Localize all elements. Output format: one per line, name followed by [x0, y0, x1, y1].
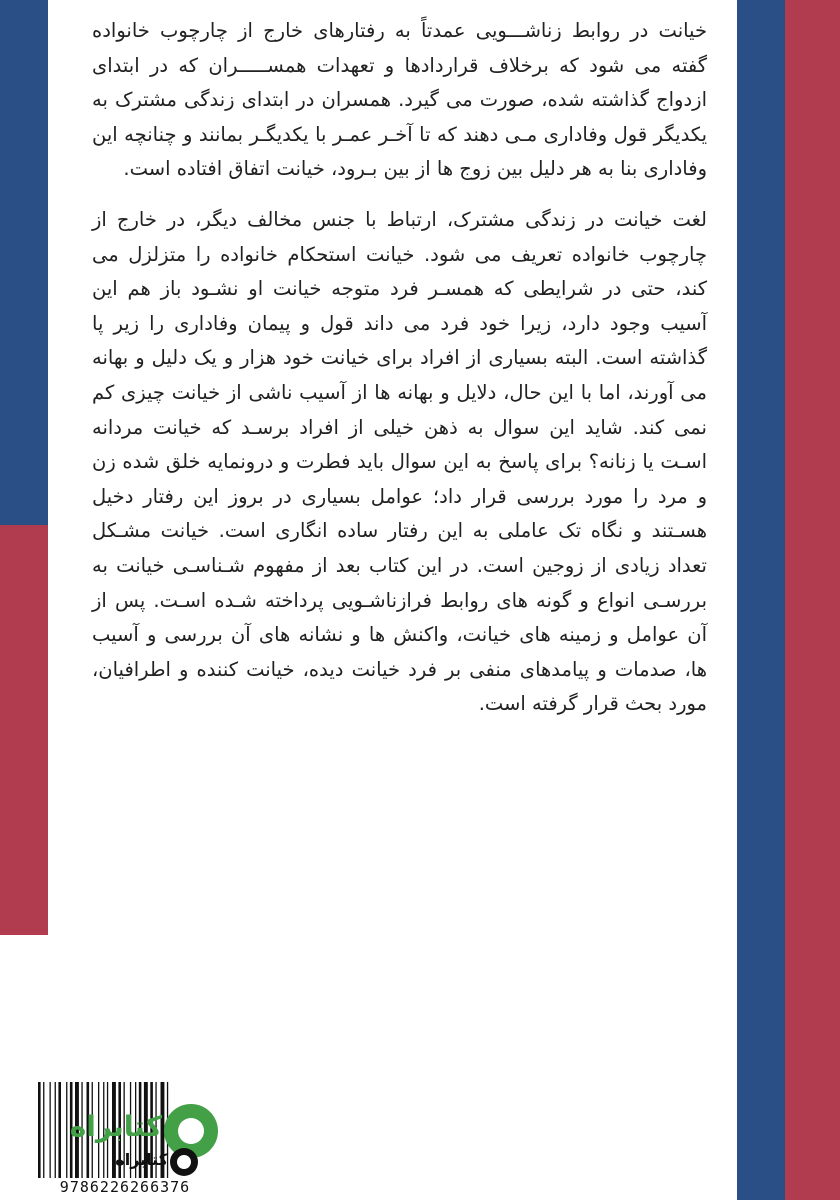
- left-red-bar: [0, 525, 48, 935]
- left-blue-bar: [0, 0, 48, 525]
- paragraph-1: خیانت در روابط زناشـــویی عمدتاً به رفتارهای خارج از چارچوب خانواده گفته می شود که برخلاف قراردادها و تعهدات همســـــران که در ابتدای ازدواج گذاشته شده، صورت می گیرد. همسران در ابتدای زندگی مشترک به یکدیگر قول وفاداری مـی دهند که تا آخـر عمـر با یکدیگـر بمانند و چنانچه این وفاداری بنا به هر دلیل بین زوج ها از بین بـرود، خیانت اتفاق افتاده است.: [92, 19, 707, 181]
- publisher-logo-small-icon: [170, 1148, 198, 1176]
- back-cover-text: [92, 14, 707, 738]
- right-blue-bar: [737, 0, 785, 1200]
- paragraph-2: لغت خیانت در زندگی مشترک، ارتباط با جنس مخالف دیگر، در خارج از چارچوب خانواده تعریف می شود. خیانت استحکام خانواده را متزلزل می کند، حتی در شرایطی که همسـر فرد متوجه خیانت او نشـود باز هم این آسیب وجود دارد، زیرا خود فرد می داند قول و پیمان وفاداری را زیر پا گذاشته است. البته بسیاری از افراد برای خیانت خود هزار و یک دلیل و بهانه می آورند، اما با این حال، دلایل و بهانه ها از آسیب ناشی از خیانت چیزی کم نمی کند. شاید این سوال به ذهن خیلی از افراد برسـد که خیانت مردانه اسـت یا زنانه؟ برای پاسخ به این سوال باید فطرت و درونمایه خلق شده زن و مرد را مورد بررسی قرار داد؛ عوامل بسیاری در بروز این رفتار دخیل هسـتند و نگاه تک عاملی به این رفتار ساده انگاری است. خیانت مشـکل تعداد زیادی از زوجین است. در این کتاب بعد از مفهوم شـناسـی خیانت به بررسـی انواع و گونه های روابط فرازناشـویی پرداخته شـده اسـت. پس از آن عوامل و زمینه های خیانت، واکنش ها و نشانه های آن بررسی و آسیب ها، صدمات و پیامدهای منفی بر فرد خیانت دیده، خیانت کننده و اطرافیان، مورد بحث قرار گرفته است.: [92, 207, 707, 716]
- publisher-logo-small-text: کتابراه: [115, 1150, 168, 1169]
- right-red-bar: [785, 0, 840, 1200]
- publisher-logo-small: [92, 1148, 212, 1176]
- publisher-logo: [46, 1104, 216, 1150]
- publisher-logo-text: کتابراه: [69, 1110, 162, 1143]
- isbn-number: 9786226266376: [59, 1178, 191, 1196]
- barcode: [36, 1082, 214, 1200]
